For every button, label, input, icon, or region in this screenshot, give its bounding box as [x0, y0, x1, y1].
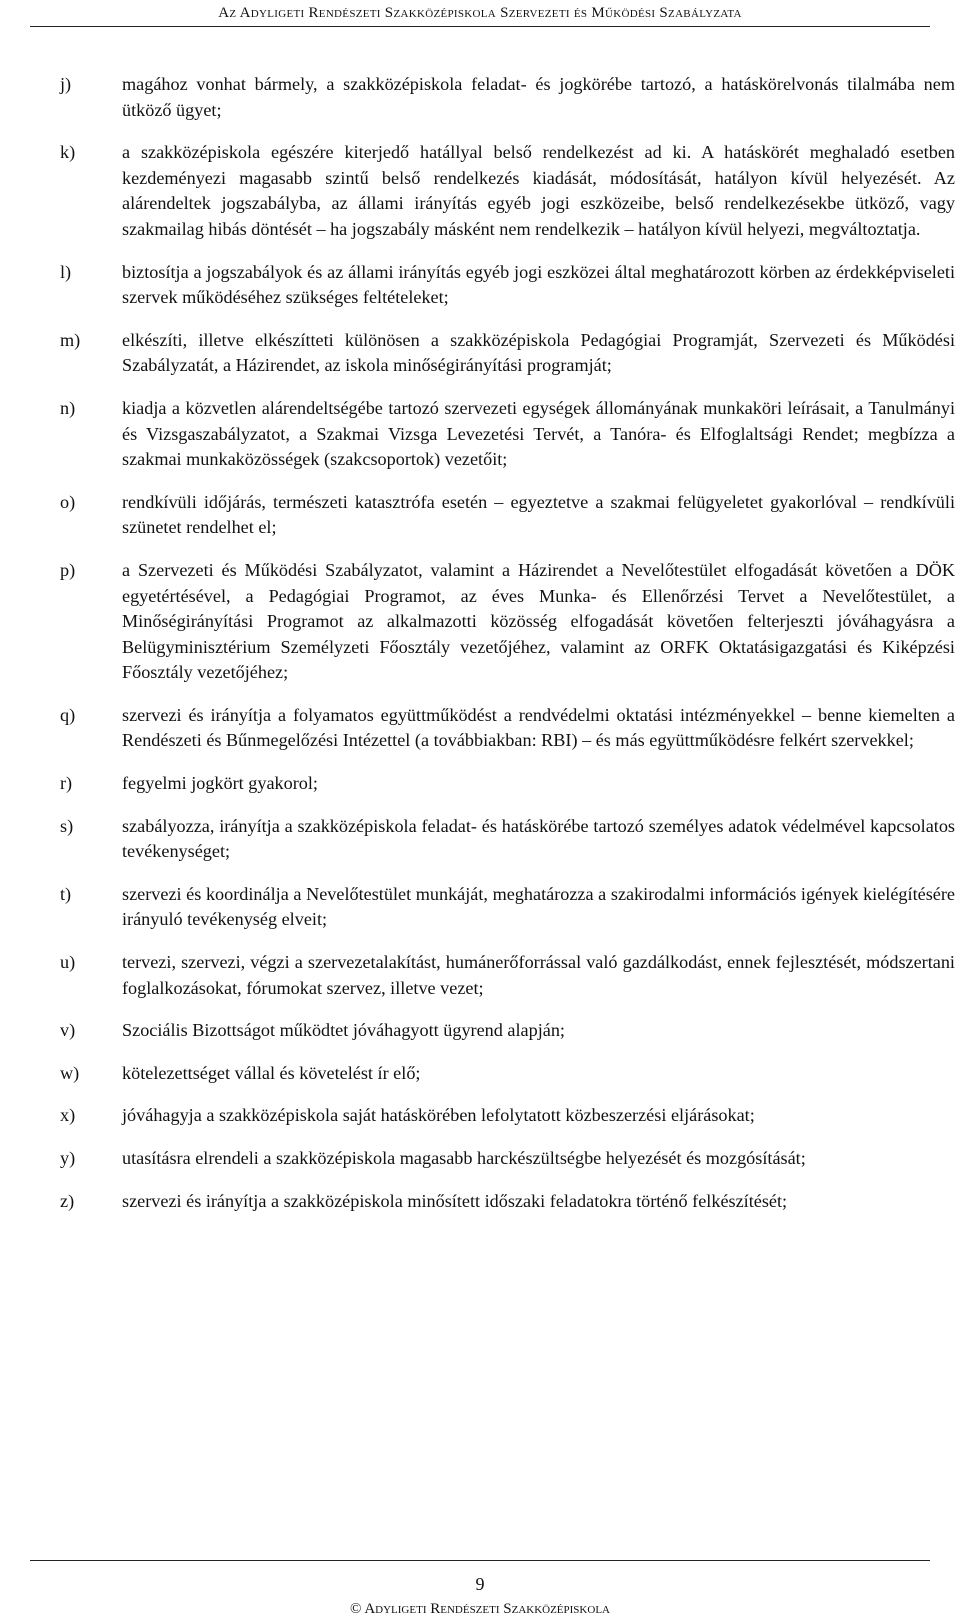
list-item: [60, 140, 955, 242]
list-item: [60, 703, 955, 754]
list-item: [60, 771, 955, 797]
item-text: Szociális Bizottságot működtet jóváhagyott ügyrend alapján;: [122, 1020, 565, 1041]
item-letter: q): [60, 704, 76, 725]
item-text: a szakközépiskola egészére kiterjedő hatállyal belső rendelkezést ad ki. A hatáskörét meghaladó esetben kezdeményezi magasabb szintű belső rendelkezés kiadását, módosítását, hatályon kívül helyezését. Az alárendeltek jogszabályba, az állami irányítás egyéb jogi eszközeibe, belső rendelkezésekbe ütköző, vagy szakmailag hibás döntését – ha jogszabály másként nem rendelkezik – hatályon kívül helyezi, megváltoztatja.: [122, 142, 955, 239]
page-header: [30, 0, 930, 27]
item-letter: w): [60, 1062, 80, 1083]
item-letter: p): [60, 559, 76, 580]
list-item: [60, 490, 955, 541]
page-number: 9: [475, 1574, 485, 1594]
item-text: a Szervezeti és Működési Szabályzatot, valamint a Házirendet a Nevelőtestület elfogadását követően a DÖK egyetértésével, a Pedagógiai Programot, az éves Munka- és Ellenőrzési Tervet a Nevelőtestület, a Minőségirányítási Programot az alkalmazotti közösség elfogadását követően felterjeszti jóváhagyásra a Belügyminisztérium Személyzeti Főosztály vezetőjéhez, valamint az ORFK Oktatásigazgatási és Kiképzési Főosztály vezetőjéhez;: [122, 559, 955, 683]
item-text: rendkívüli időjárás, természeti katasztrófa esetén – egyeztetve a szakmai felügyeletet gyakorlóval – rendkívüli szünetet rendelhet el;: [122, 491, 955, 538]
copyright-notice: © Adyligeti Rendészeti Szakközépiskola: [350, 1601, 610, 1617]
item-text: tervezi, szervezi, végzi a szervezetalakítást, humánerőforrással való gazdálkodást, ennek fejlesztését, módszertani foglalkozásokat, fórumokat szervez, illetve vezet;: [122, 952, 955, 998]
list-item: [60, 396, 955, 473]
item-letter: s): [60, 815, 74, 836]
list-item: [60, 1103, 955, 1129]
item-text: szervezi és irányítja a szakközépiskola minősített időszaki feladatokra történő felkészítését;: [122, 1190, 788, 1211]
item-text: kiadja a közvetlen alárendeltségébe tartozó szervezeti egységek állományának munkaköri leírásait, a Tanulmányi és Vizsgaszabályzatot, a Szakmai Vizsga Levezetési Tervét, a Tanóra- és Elfoglaltsági Rendet; megbízza a szakmai munkaközösségek (szakcsoportok) vezetőit;: [122, 397, 955, 470]
list-item: [60, 72, 955, 123]
item-text: szabályozza, irányítja a szakközépiskola feladat- és hatáskörébe tartozó személyes adatok védelmével kapcsolatos tevékenységet;: [122, 815, 955, 862]
item-list: [60, 72, 955, 1231]
item-letter: r): [60, 773, 73, 794]
document-title: Az Adyligeti Rendészeti Szakközépiskola Szervezeti és Működési Szabályzata: [218, 5, 742, 21]
item-text: fegyelmi jogkört gyakorol;: [122, 773, 318, 794]
list-item: [60, 1061, 955, 1087]
item-text: utasításra elrendeli a szakközépiskola magasabb harckészültségbe helyezését és mozgósítását;: [122, 1148, 806, 1168]
item-letter: z): [60, 1190, 75, 1211]
item-text: kötelezettséget vállal és követelést ír elő;: [122, 1062, 421, 1083]
item-letter: m): [60, 329, 81, 350]
item-letter: y): [60, 1148, 76, 1168]
item-letter: v): [60, 1020, 76, 1041]
item-text: magához vonhat bármely, a szakközépiskola feladat- és jogkörébe tartozó, a hatáskörelvonás tilalmába nem ütköző ügyet;: [122, 74, 955, 120]
item-letter: u): [60, 952, 76, 973]
list-item: [60, 950, 955, 1001]
list-item: [60, 1189, 955, 1215]
item-text: jóváhagyja a szakközépiskola saját hatáskörében lefolytatott közbeszerzési eljárásokat;: [122, 1105, 755, 1126]
item-letter: t): [60, 883, 72, 904]
list-item: [60, 558, 955, 686]
item-text: elkészíti, illetve elkészítteti különösen a szakközépiskola Pedagógiai Programját, Szervezeti és Működési Szabályzatát, a Házirendet, az iskola minőségirányítási programját;: [122, 329, 955, 376]
item-text: szervezi és koordinálja a Nevelőtestület munkáját, meghatározza a szakirodalmi információs igények kielégítésére irányuló tevékenység elveit;: [122, 883, 955, 930]
list-item: [60, 882, 955, 933]
page-footer: [30, 1560, 930, 1619]
list-item: [60, 814, 955, 865]
list-item: [60, 260, 955, 311]
item-letter: x): [60, 1105, 76, 1126]
list-item: [60, 328, 955, 379]
item-letter: l): [60, 261, 72, 282]
item-text: szervezi és irányítja a folyamatos együttműködést a rendvédelmi oktatási intézményekkel – benne kiemelten a Rendészeti és Bűnmegelőzési Intézettel (a továbbiakban: RBI) – és más együttműködésre felkért szervekkel;: [122, 704, 955, 751]
item-letter: n): [60, 397, 76, 418]
list-item: [60, 1146, 955, 1172]
item-text: biztosítja a jogszabályok és az állami irányítás egyéb jogi eszközei által meghatározott körben az érdekképviseleti szervek működéséhez szükséges feltételeket;: [122, 261, 955, 308]
item-letter: k): [60, 142, 76, 163]
item-letter: o): [60, 491, 76, 512]
list-item: [60, 1018, 955, 1044]
item-letter: j): [60, 74, 72, 94]
